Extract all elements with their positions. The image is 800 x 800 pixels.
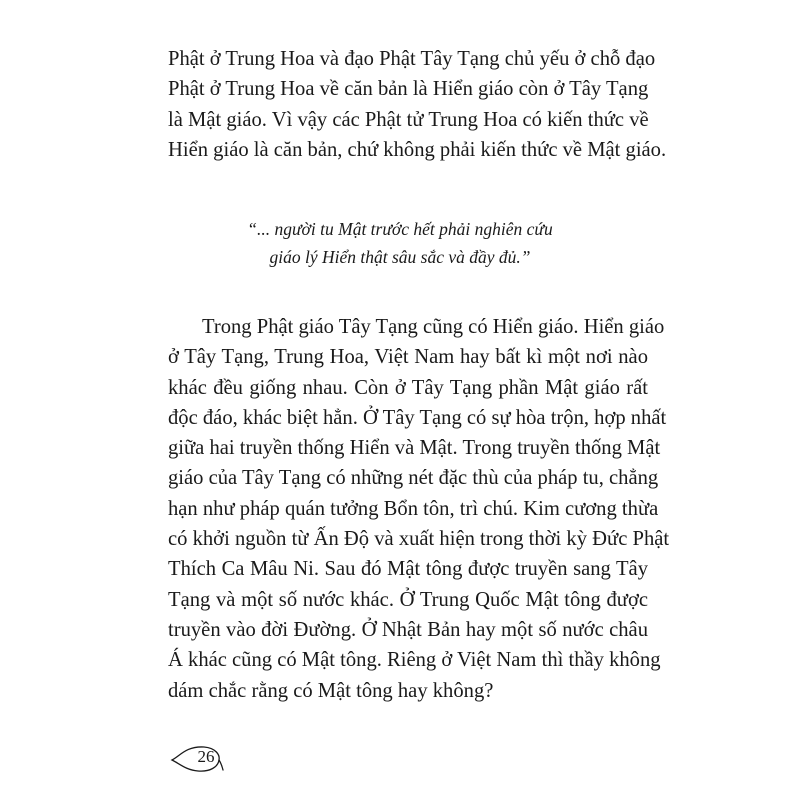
pull-quote-line: giáo lý Hiển thật sâu sắc và đầy đủ.” xyxy=(269,247,531,267)
text-line: là Mật giáo. Vì vậy các Phật tử Trung Hoa có kiến thức về xyxy=(168,108,649,131)
text-line: giáo của Tây Tạng có những nét đặc thù của pháp tu, chẳng xyxy=(168,467,659,490)
page-folio xyxy=(168,740,228,776)
text-line: Phật ở Trung Hoa và đạo Phật Tây Tạng chủ yếu ở chỗ đạo xyxy=(168,48,656,70)
text-line: có khởi nguồn từ Ấn Độ và xuất hiện trong thời kỳ Đức Phật xyxy=(168,528,670,551)
text-line: dám chắc rằng có Mật tông hay không? xyxy=(168,679,494,702)
text-line: ở Tây Tạng, Trung Hoa, Việt Nam hay bất kì một nơi nào xyxy=(168,346,648,369)
paragraph-top xyxy=(168,44,667,165)
pull-quote-line: “... người tu Mật trước hết phải nghiên cứu xyxy=(247,219,553,239)
paragraph-main xyxy=(168,312,670,706)
text-line: độc đáo, khác biệt hẳn. Ở Tây Tạng có sự hòa trộn, hợp nhất xyxy=(168,406,667,429)
text-line: Phật ở Trung Hoa về căn bản là Hiển giáo còn ở Tây Tạng xyxy=(168,78,649,101)
page-number: 26 xyxy=(197,747,215,766)
text-line: truyền vào đời Đường. Ở Nhật Bản hay một số nước châu xyxy=(168,618,648,641)
text-line: giữa hai truyền thống Hiển và Mật. Trong truyền thống Mật xyxy=(168,437,661,460)
text-line: Hiển giáo là căn bản, chứ không phải kiến thức về Mật giáo. xyxy=(168,138,667,161)
pull-quote xyxy=(150,215,650,271)
text-line: Tạng và một số nước khác. Ở Trung Quốc Mật tông được xyxy=(168,588,648,611)
text-line: khác đều giống nhau. Còn ở Tây Tạng phần Mật giáo rất xyxy=(168,376,648,399)
text-line: Thích Ca Mâu Ni. Sau đó Mật tông được truyền sang Tây xyxy=(168,558,648,581)
text-line: Á khác cũng có Mật tông. Riêng ở Việt Nam thì thầy không xyxy=(168,649,661,672)
text-line: Trong Phật giáo Tây Tạng cũng có Hiển giáo. Hiển giáo xyxy=(202,316,665,338)
text-line: hạn như pháp quán tưởng Bổn tôn, trì chú. Kim cương thừa xyxy=(168,497,659,520)
